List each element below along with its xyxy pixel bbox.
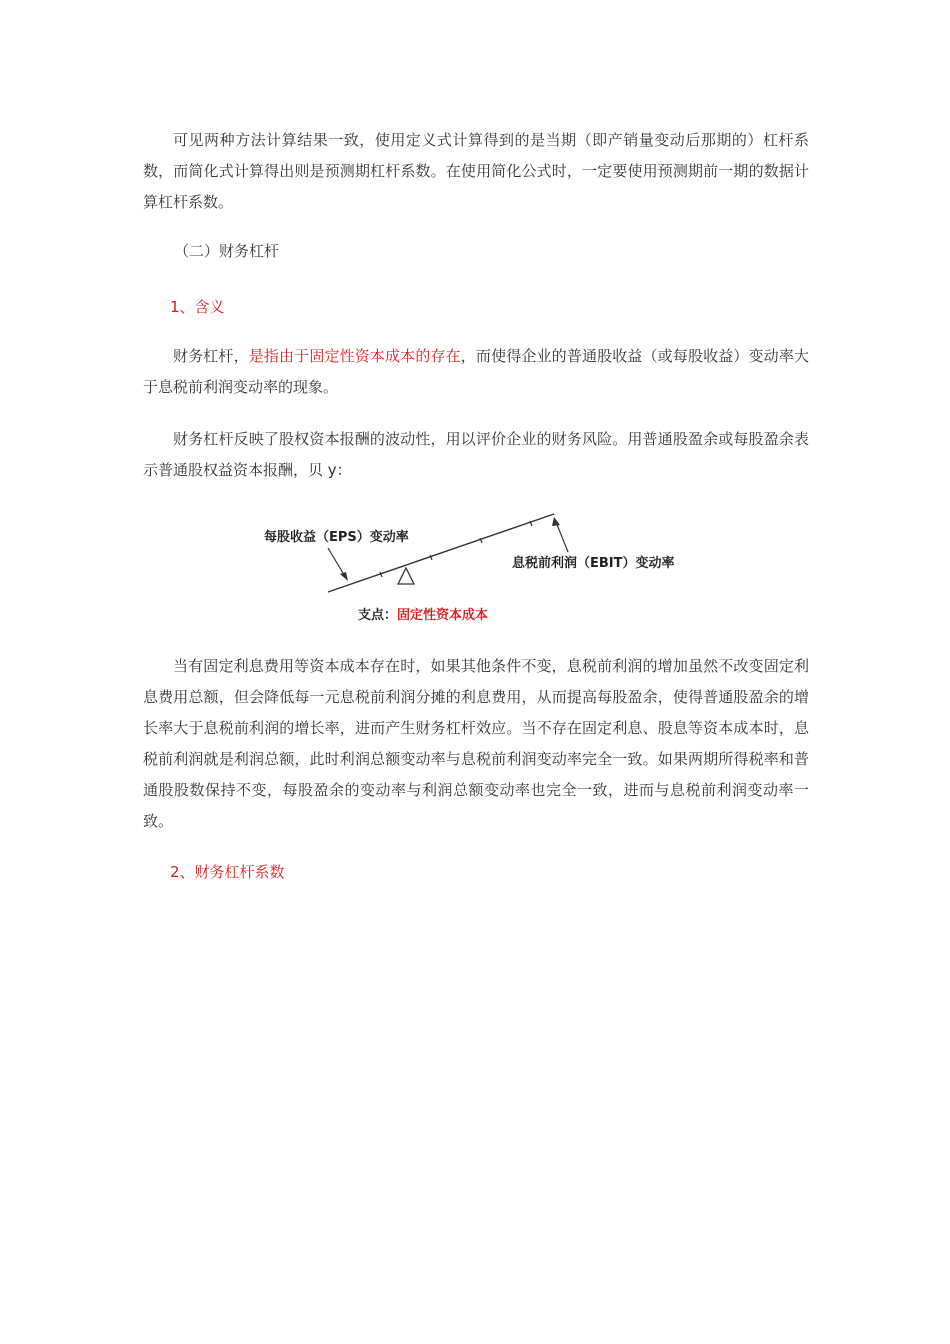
heading-financial-leverage-coefficient: 2、财务杠杆系数 [170, 863, 285, 881]
definition-suffix: ，而使得企业的普通股收益（或每股收益）变动率大于息税前利润变动率的现象。 [143, 347, 809, 396]
paragraph-definition [143, 341, 809, 403]
leverage-diagram [250, 506, 700, 630]
fulcrum-label [358, 608, 488, 624]
paragraph-leverage-effect: 当有固定利息费用等资本成本存在时，如果其他条件不变，息税前利润的增加虽然不改变固定利息费用总额，但会降低每一元息税前利润分摊的利息费用，从而提高每股盈余，使得普通股盈余的增长率大于息税前利润的增长率，进而产生财务杠杆效应。当不存在固定利息、股息等资本成本时，息税前利润就是利润总额，此时利润总额变动率与息税前利润变动率完全一致。如果两期所得税率和普通股股数保持不变，每股盈余的变动率与利润总额变动率也完全一致，进而与息税前利润变动率一致。 [143, 657, 809, 830]
definition-highlight: 是指由于固定性资本成本的存在 [248, 347, 461, 365]
fulcrum-prefix: 支点： [358, 608, 398, 623]
eps-arrow-head-icon [340, 572, 348, 581]
heading-meaning: 1、含义 [170, 298, 225, 316]
fulcrum-value: 固定性资本成本 [397, 608, 489, 623]
definition-prefix: 财务杠杆， [173, 347, 249, 365]
paragraph-leverage-methods: 可见两种方法计算结果一致，使用定义式计算得到的是当期（即产销量变动后那期的）杠杆系数，而简化式计算得出则是预测期杠杆系数。在使用简化公式时，一定要使用预测期前一期的数据计算杠杆系数。 [143, 131, 809, 211]
fulcrum-triangle-icon [398, 568, 414, 584]
section-title-financial-leverage: （二）财务杠杆 [174, 242, 280, 260]
ebit-arrow-line [556, 522, 568, 552]
eps-change-rate-label: 每股收益（EPS）变动率 [264, 530, 409, 545]
lever-beam [328, 514, 554, 592]
ebit-arrow-head-icon [552, 517, 560, 526]
ebit-change-rate-label: 息税前利润（EBIT）变动率 [512, 556, 675, 571]
paragraph-risk-evaluation: 财务杠杆反映了股权资本报酬的波动性，用以评价企业的财务风险。用普通股盈余或每股盈余表示普通股权益资本报酬，贝 y： [143, 430, 809, 479]
